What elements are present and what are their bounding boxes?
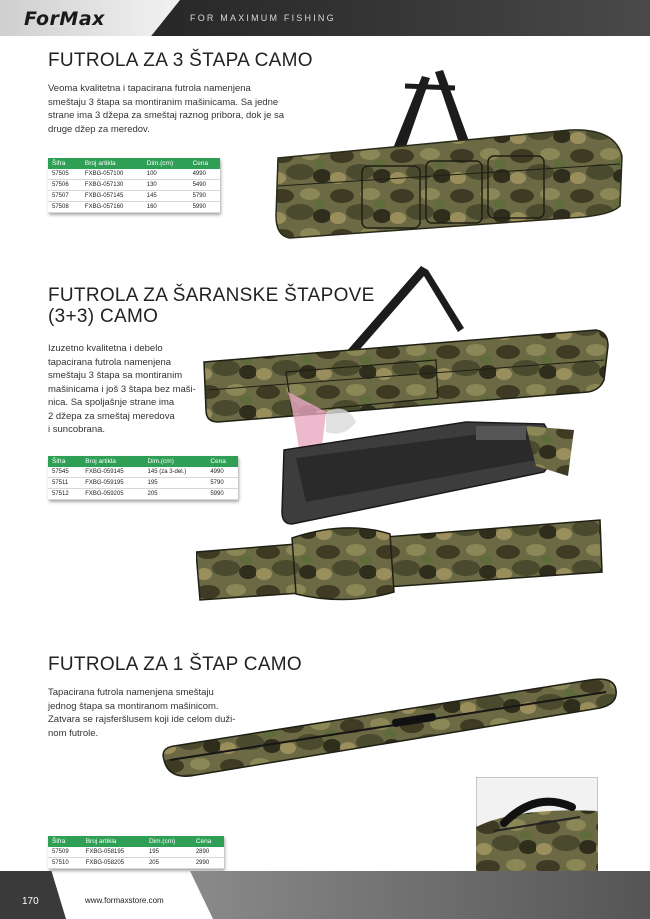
table-cell: 57545 <box>48 467 81 478</box>
table-header-cell: Šifra <box>48 836 82 847</box>
table-header-cell: Cena <box>192 836 224 847</box>
table-row <box>48 858 224 869</box>
section3-description: Tapacirana futrola namenjena smeštaju jednog štapa sa montiranom mašinicom. Zatvara se rajsferšlusem koji ide celom duži- nom futrole. <box>48 687 236 739</box>
table-row <box>48 169 220 180</box>
table-header-cell: Broj artikla <box>82 836 145 847</box>
table-cell: 2890 <box>192 847 224 858</box>
table-cell: 145 <box>143 191 189 202</box>
table-cell: FXBG-059205 <box>81 489 143 500</box>
table-header-cell: Broj artikla <box>81 158 143 169</box>
section1-description: Veoma kvalitetna i tapacirana futrola namenjena smeštaju 3 štapa sa montiranim mašinicama. Sa jedne strane ima 3 džepa za smeštaj raznog pribora, dok je sa druge džep za meredov. <box>48 83 285 135</box>
table-cell: 57510 <box>48 858 82 869</box>
table-cell: 57507 <box>48 191 81 202</box>
product-image-single-rod-sleeve <box>160 676 620 786</box>
table-header-cell: Šifra <box>48 456 81 467</box>
table-header-cell: Cena <box>189 158 220 169</box>
section2-description: Izuzetno kvalitetna i debelo tapacirana futrola namenjena smeštaju 3 štapa sa montiranim mašinicama i još 3 štapa bez maši- nica. Sa spoljašnje strane ima 2 džepa za smeštaj meredova i suncobrana. <box>48 343 196 435</box>
section3-price-table <box>48 836 224 869</box>
page-number: 170 <box>22 896 39 907</box>
section3-title: FUTROLA ZA 1 ŠTAP CAMO <box>48 654 303 675</box>
footer-page-tab <box>0 871 66 919</box>
table-cell: FXBG-057130 <box>81 180 143 191</box>
table-header-cell: Dim.(cm) <box>144 456 207 467</box>
table-cell: 57509 <box>48 847 82 858</box>
table-row <box>48 191 220 202</box>
footer-website-link[interactable]: www.formaxstore.com <box>85 896 164 905</box>
table-row <box>48 202 220 213</box>
table-cell: FXBG-057160 <box>81 202 143 213</box>
header-tagline: FOR MAXIMUM FISHING <box>190 13 336 23</box>
table-cell: FXBG-059145 <box>81 467 143 478</box>
table-cell: 5990 <box>189 202 220 213</box>
table-header-cell: Šifra <box>48 158 81 169</box>
table-cell: 57508 <box>48 202 81 213</box>
table-cell: FXBG-057145 <box>81 191 143 202</box>
table-cell: FXBG-059195 <box>81 478 143 489</box>
table-cell: 195 <box>145 847 192 858</box>
table-cell: FXBG-058195 <box>82 847 145 858</box>
brand-logo: ForMax <box>24 8 105 30</box>
table-cell: 160 <box>143 202 189 213</box>
table-cell: FXBG-057100 <box>81 169 143 180</box>
product-detail-handle-photo <box>476 777 598 871</box>
table-cell: 145 (za 3-del.) <box>144 467 207 478</box>
table-header-cell: Cena <box>206 456 238 467</box>
table-cell: 57505 <box>48 169 81 180</box>
section1-title: FUTROLA ZA 3 ŠTAPA CAMO <box>48 50 313 71</box>
table-cell: 5990 <box>206 489 238 500</box>
table-cell: 100 <box>143 169 189 180</box>
table-cell: 205 <box>144 489 207 500</box>
footer-bar <box>190 871 650 919</box>
table-header-cell: Broj artikla <box>81 456 143 467</box>
table-header-cell: Dim.(cm) <box>145 836 192 847</box>
table-cell: 195 <box>144 478 207 489</box>
table-cell: 57506 <box>48 180 81 191</box>
table-cell: 130 <box>143 180 189 191</box>
table-cell: 57512 <box>48 489 81 500</box>
table-cell: 2990 <box>192 858 224 869</box>
table-cell: 5790 <box>189 191 220 202</box>
table-cell: FXBG-058205 <box>82 858 145 869</box>
table-row <box>48 847 224 858</box>
table-cell: 205 <box>145 858 192 869</box>
table-cell: 5790 <box>206 478 238 489</box>
table-cell: 4990 <box>189 169 220 180</box>
product-image-carp-holdall <box>196 262 616 602</box>
table-cell: 5490 <box>189 180 220 191</box>
section2-title-line2: (3+3) CAMO <box>48 306 159 327</box>
table-cell: 4990 <box>206 467 238 478</box>
product-image-3-rod-bag <box>270 66 630 246</box>
table-header-row <box>48 836 224 847</box>
section2-title: FUTROLA ZA ŠARANSKE ŠTAPOVE <box>48 285 375 306</box>
section1-price-table <box>48 158 220 213</box>
table-header-cell: Dim.(cm) <box>143 158 189 169</box>
table-row <box>48 180 220 191</box>
table-cell: 57511 <box>48 478 81 489</box>
table-header-row <box>48 158 220 169</box>
